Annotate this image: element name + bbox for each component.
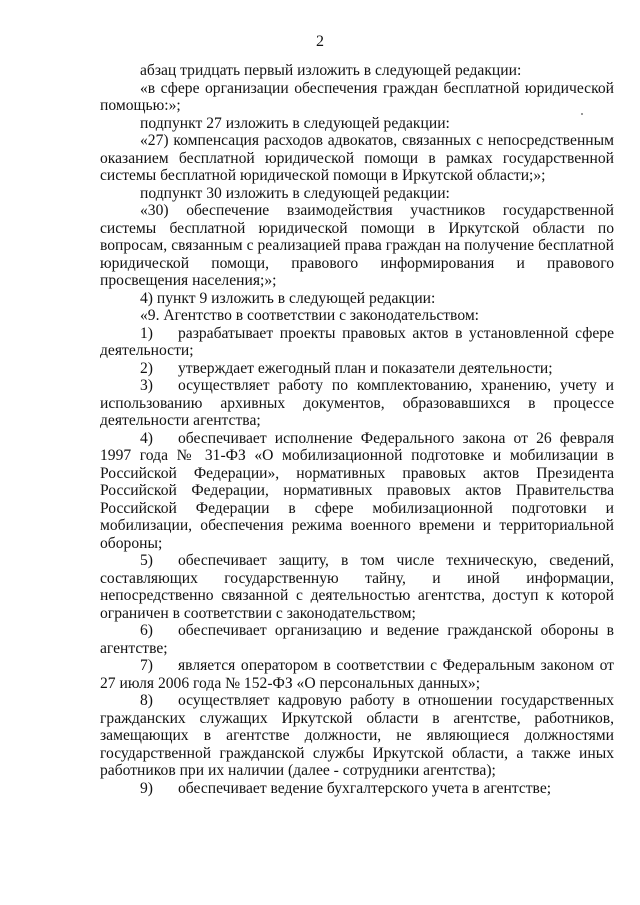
list-item bbox=[100, 325, 614, 360]
scan-speck bbox=[581, 113, 583, 115]
page-number: 2 bbox=[316, 33, 324, 50]
list-item-number: 5) bbox=[140, 552, 153, 569]
paragraph: «в сфере организации обеспечения граждан бесплатной юридической помощью:»; bbox=[100, 79, 614, 114]
list-item-text: обеспечивает организацию и ведение гражданской обороны в агентстве; bbox=[100, 622, 614, 657]
list-item bbox=[100, 360, 614, 378]
document-body bbox=[100, 62, 614, 797]
paragraph: подпункт 27 изложить в следующей редакции: bbox=[140, 114, 450, 132]
list-item-text: обеспечивает защиту, в том числе техническую, сведений, составляющих государственную тайну, и иной информации, непосредственно связанной с деятельностью агентства, доступ к которой ограничен в соответствии с законодательством; bbox=[100, 552, 614, 622]
list-item-number: 7) bbox=[140, 657, 153, 674]
list-item-text: утверждает ежегодный план и показатели деятельности; bbox=[178, 359, 553, 377]
list-item-text: осуществляет кадровую работу в отношении государственных гражданских служащих Иркутской области в агентстве, работников, замещающих в агентстве должности, не являющиеся должностями государственной гражданской службы Иркутской области, а также иных работников при их наличии (далее - сотрудники агентства); bbox=[100, 692, 614, 779]
list-item bbox=[100, 430, 614, 553]
paragraph: «30) обеспечение взаимодействия участников государственной системы бесплатной юридической помощи в Иркутской области по вопросам, связанным с реализацией права граждан на получение бесплатной юридической помощи, правового информирования и правового просвещения населения;»; bbox=[100, 202, 614, 289]
list-item-number: 2) bbox=[140, 359, 153, 377]
paragraph: «9. Агентство в соответствии с законодательством: bbox=[140, 307, 480, 324]
paragraph: «27) компенсация расходов адвокатов, связанных с непосредственным оказанием бесплатной юридической помощи в рамках государственной системы бесплатной юридической помощи в Иркутской области;»; bbox=[100, 132, 614, 184]
paragraph: абзац тридцать первый изложить в следующей редакции: bbox=[140, 62, 522, 79]
list-item bbox=[100, 622, 614, 657]
list-item bbox=[100, 657, 614, 692]
list-item bbox=[100, 552, 614, 622]
list-item-number: 6) bbox=[140, 622, 153, 639]
list-item-number: 4) bbox=[140, 429, 153, 447]
list-item-number: 8) bbox=[140, 692, 153, 709]
paragraph: подпункт 30 изложить в следующей редакции: bbox=[140, 184, 450, 202]
list-item-text: разрабатывает проекты правовых актов в установленной сфере деятельности; bbox=[100, 324, 614, 359]
list-item-number: 3) bbox=[140, 377, 153, 394]
list-item bbox=[100, 692, 614, 780]
list-item bbox=[100, 780, 614, 798]
list-item-number: 9) bbox=[140, 779, 153, 797]
list-item-text: обеспечивает ведение бухгалтерского учета в агентстве; bbox=[178, 779, 552, 797]
paragraph: 4) пункт 9 изложить в следующей редакции: bbox=[140, 289, 436, 307]
list-item bbox=[100, 377, 614, 430]
list-item-text: осуществляет работу по комплектованию, хранению, учету и использованию архивных документов, образовавшихся в процессе деятельности агентства; bbox=[100, 377, 614, 429]
list-item-text: обеспечивает исполнение Федерального закона от 26 февраля 1997 года № 31-ФЗ «О мобилизационной подготовке и мобилизации в Российской Федерации», нормативных правовых актов Президента Российской Федерации, нормативных правовых актов Правительства Российской Федерации в сфере мобилизационной подготовки и мобилизации, обеспечения режима военного времени и территориальной обороны; bbox=[100, 429, 614, 552]
list-item-text: является оператором в соответствии с Федеральным законом от 27 июля 2006 года № 152-ФЗ «О персональных данных»; bbox=[100, 657, 614, 692]
list-item-number: 1) bbox=[140, 324, 153, 342]
